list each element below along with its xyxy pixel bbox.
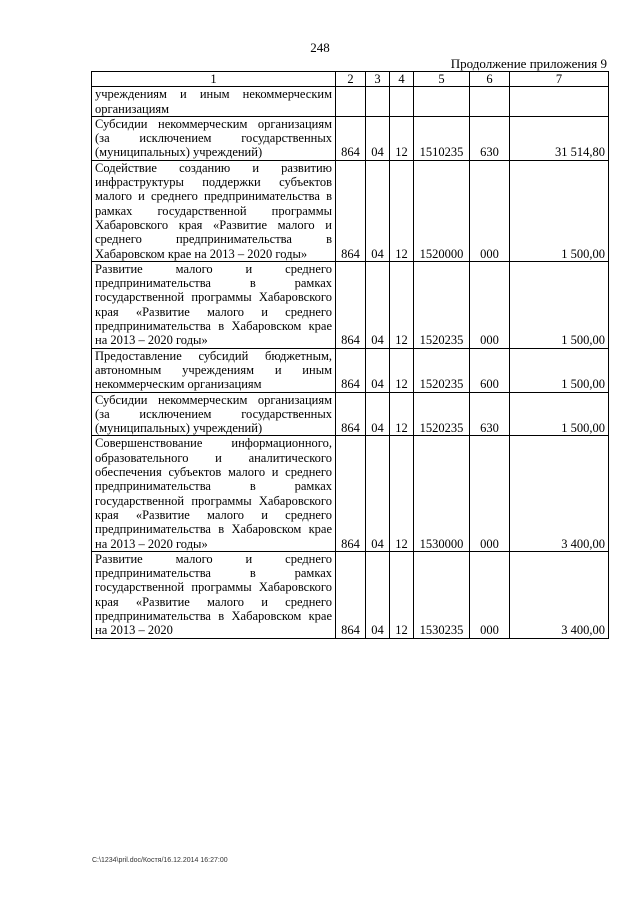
table-header-row (92, 72, 609, 87)
row-code-cell: 000 (470, 436, 510, 551)
row-code-cell: 1530235 (414, 551, 470, 638)
row-name-cell: Предоставление субсидий бюджетным, автономным учреждениям и иным некоммерческим организациям (92, 348, 336, 392)
appendix-continuation-label: Продолжение приложения 9 (450, 56, 607, 71)
table-row (92, 160, 609, 261)
row-code-cell: 630 (470, 116, 510, 160)
row-code-cell (390, 87, 414, 117)
file-path-footer: C:\1234\pril.doc/Костя/16.12.2014 16:27:00 (92, 857, 228, 864)
row-name-cell: учреждениям и иным некоммерческим организациям (92, 87, 336, 117)
row-code-cell: 1530000 (414, 436, 470, 551)
row-code-cell: 1520000 (414, 160, 470, 261)
row-code-cell: 1520235 (414, 392, 470, 436)
table-row (92, 436, 609, 551)
column-header: 3 (366, 72, 390, 87)
row-code-cell: 630 (470, 392, 510, 436)
row-code-cell: 1520235 (414, 261, 470, 348)
row-code-cell: 04 (366, 392, 390, 436)
row-amount-cell: 31 514,80 (510, 116, 609, 160)
row-code-cell: 04 (366, 551, 390, 638)
page-number: 248 (310, 40, 330, 55)
column-header: 2 (336, 72, 366, 87)
row-name-cell: Субсидии некоммерческим организациям (за исключением государственных (муниципальных) учреждений) (92, 392, 336, 436)
column-header: 5 (414, 72, 470, 87)
row-name-cell: Совершенствование информационного, образовательного и аналитического обеспечения субъектов малого и среднего предпринимательства в рамках государственной программы Хабаровского края «Развитие малого и среднего предпринимательства в Хабаровском крае на 2013 – 2020 годы» (92, 436, 336, 551)
row-code-cell: 864 (336, 116, 366, 160)
row-code-cell: 12 (390, 392, 414, 436)
row-code-cell: 000 (470, 551, 510, 638)
row-code-cell (470, 87, 510, 117)
column-header: 1 (92, 72, 336, 87)
row-code-cell: 1510235 (414, 116, 470, 160)
table-body (92, 87, 609, 638)
row-code-cell (366, 87, 390, 117)
row-code-cell: 864 (336, 392, 366, 436)
table-row (92, 261, 609, 348)
row-code-cell: 864 (336, 348, 366, 392)
table-row (92, 87, 609, 117)
row-name-cell: Развитие малого и среднего предпринимательства в рамках государственной программы Хабаровского края «Развитие малого и среднего предпринимательства в Хабаровском крае на 2013 – 2020 (92, 551, 336, 638)
row-code-cell: 12 (390, 348, 414, 392)
row-amount-cell (510, 87, 609, 117)
row-name-cell: Содействие созданию и развитию инфраструктуры поддержки субъектов малого и среднего предпринимательства в рамках государственной программы Хабаровского края «Развитие малого и среднего предпринимательства в Хабаровском крае на 2013 – 2020 годы» (92, 160, 336, 261)
row-code-cell (336, 87, 366, 117)
row-code-cell: 12 (390, 160, 414, 261)
row-code-cell: 000 (470, 261, 510, 348)
row-code-cell: 1520235 (414, 348, 470, 392)
row-code-cell: 864 (336, 551, 366, 638)
row-code-cell: 12 (390, 116, 414, 160)
row-code-cell: 864 (336, 160, 366, 261)
row-amount-cell: 3 400,00 (510, 436, 609, 551)
column-header: 7 (510, 72, 609, 87)
row-amount-cell: 1 500,00 (510, 348, 609, 392)
table-row (92, 392, 609, 436)
row-name-cell: Развитие малого и среднего предпринимательства в рамках государственной программы Хабаровского края «Развитие малого и среднего предпринимательства в Хабаровском крае на 2013 – 2020 годы» (92, 261, 336, 348)
column-header: 6 (470, 72, 510, 87)
table-row (92, 551, 609, 638)
row-code-cell: 12 (390, 436, 414, 551)
row-code-cell: 04 (366, 348, 390, 392)
row-code-cell: 12 (390, 261, 414, 348)
column-header: 4 (390, 72, 414, 87)
row-amount-cell: 3 400,00 (510, 551, 609, 638)
row-name-cell: Субсидии некоммерческим организациям (за исключением государственных (муниципальных) учреждений) (92, 116, 336, 160)
row-code-cell: 864 (336, 436, 366, 551)
row-code-cell: 04 (366, 160, 390, 261)
row-code-cell: 12 (390, 551, 414, 638)
row-code-cell: 000 (470, 160, 510, 261)
row-code-cell: 04 (366, 436, 390, 551)
budget-table (91, 71, 609, 639)
row-code-cell: 600 (470, 348, 510, 392)
row-amount-cell: 1 500,00 (510, 261, 609, 348)
row-amount-cell: 1 500,00 (510, 392, 609, 436)
table-row (92, 348, 609, 392)
row-code-cell (414, 87, 470, 117)
row-amount-cell: 1 500,00 (510, 160, 609, 261)
row-code-cell: 864 (336, 261, 366, 348)
table-row (92, 116, 609, 160)
row-code-cell: 04 (366, 261, 390, 348)
row-code-cell: 04 (366, 116, 390, 160)
